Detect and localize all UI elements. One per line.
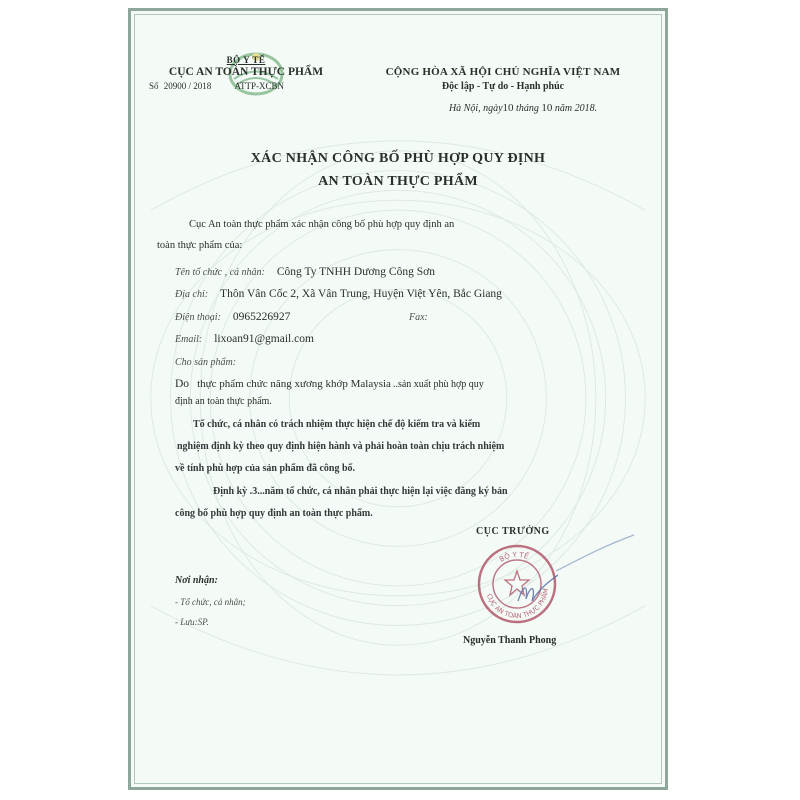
- doc-number-value: 20900 / 2018: [163, 81, 212, 91]
- renewal-line2: công bố phù hợp quy định an toàn thực phẩm.: [175, 508, 373, 519]
- address-field: [175, 284, 502, 302]
- product-line1: [175, 374, 484, 392]
- renewal-suffix: ...năm tổ chức, cá nhân phải thực hiện lại việc đăng ký bản: [257, 486, 508, 497]
- date-month-label: tháng: [516, 103, 539, 114]
- phone-label: Điện thoại:: [175, 312, 221, 323]
- document-title-line2: AN TOÀN THỰC PHẨM: [318, 174, 478, 189]
- agency-name: CỤC AN TOÀN THỰC PHẨM: [168, 66, 324, 78]
- date-year: 2018.: [574, 103, 598, 114]
- renewal-prefix: Định kỳ .: [213, 486, 253, 497]
- phone-field: [175, 307, 290, 325]
- product-label-text: Cho sản phẩm:: [175, 357, 237, 368]
- responsibility-line1: Tổ chức, cá nhân có trách nhiệm thực hiện chế độ kiểm tra và kiểm: [193, 419, 481, 430]
- republic-name: CỘNG HÒA XÃ HỘI CHỦ NGHĨA VIỆT NAM: [385, 66, 621, 78]
- svg-text:BỘ Y TẾ: BỘ Y TẾ: [497, 550, 530, 564]
- org-label: Tên tổ chức , cá nhân:: [175, 267, 265, 278]
- svg-text:CỤC AN TOÀN THỰC PHẨM: CỤC AN TOÀN THỰC PHẨM: [484, 587, 551, 621]
- doc-code: ATTP-XCBN: [234, 81, 285, 91]
- signatory-name: Nguyễn Thanh Phong: [463, 635, 557, 646]
- recipients-heading: Nơi nhận:: [175, 575, 218, 586]
- product-prefix: Do: [175, 378, 190, 390]
- product-name: thực phẩm chức năng xương khớp Malaysia: [197, 378, 391, 390]
- doc-number-prefix: Số: [149, 81, 159, 91]
- document-number: [141, 81, 351, 91]
- certificate-page: [128, 8, 668, 790]
- product-line2: định an toàn thực phẩm.: [175, 396, 272, 407]
- official-seal-icon: [476, 543, 558, 625]
- responsibility-line3: về tính phù hợp của sản phẩm đã công bố.: [175, 463, 356, 474]
- renewal-line1: [213, 486, 508, 497]
- phone-value: 0965226927: [232, 311, 291, 323]
- recipient-item: - Lưu:SP.: [175, 617, 209, 627]
- product-label: [175, 352, 244, 370]
- email-field: [175, 329, 314, 347]
- product-suffix: ..sản xuất phù hợp quy: [392, 379, 484, 390]
- document-title-line1: XÁC NHẬN CÔNG BỐ PHÙ HỢP QUY ĐỊNH: [250, 151, 546, 166]
- recipient-item: - Tổ chức, cá nhân;: [175, 597, 246, 607]
- date-day: 10: [502, 102, 514, 114]
- renewal-years: 3: [252, 486, 258, 497]
- email-label: Email:: [175, 334, 203, 345]
- org-field: [175, 262, 435, 280]
- org-value: Công Ty TNHH Dương Công Sơn: [276, 266, 435, 278]
- date-place: Hà Nội, ngày: [448, 103, 503, 114]
- intro-line1: Cục An toàn thực phẩm xác nhận công bố phù hợp quy định an: [189, 219, 455, 230]
- signature-tail-icon: [556, 533, 636, 573]
- signatory-title: CỤC TRƯỞNG: [476, 526, 550, 537]
- national-motto: Độc lập - Tự do - Hạnh phúc: [441, 81, 565, 92]
- email-value: lixoan91@gmail.com: [214, 333, 314, 345]
- fax-label: Fax:: [409, 312, 428, 323]
- date-year-label: năm: [554, 103, 573, 114]
- national-header: [353, 66, 653, 114]
- date-month: 10: [541, 102, 553, 114]
- fax-field: [409, 307, 436, 325]
- address-label: Địa chỉ:: [175, 289, 209, 300]
- address-value: Thôn Vân Cốc 2, Xã Vân Trung, Huyện Việt Yên, Bắc Giang: [220, 288, 502, 300]
- intro-line2: toàn thực phẩm của:: [157, 240, 243, 251]
- issuer-header: [141, 55, 351, 91]
- issue-date: [353, 102, 653, 114]
- ministry-name: BỘ Y TẾ: [226, 55, 266, 65]
- responsibility-line2: nghiệm định kỳ theo quy định hiện hành và phải hoàn toàn chịu trách nhiệm: [177, 441, 505, 452]
